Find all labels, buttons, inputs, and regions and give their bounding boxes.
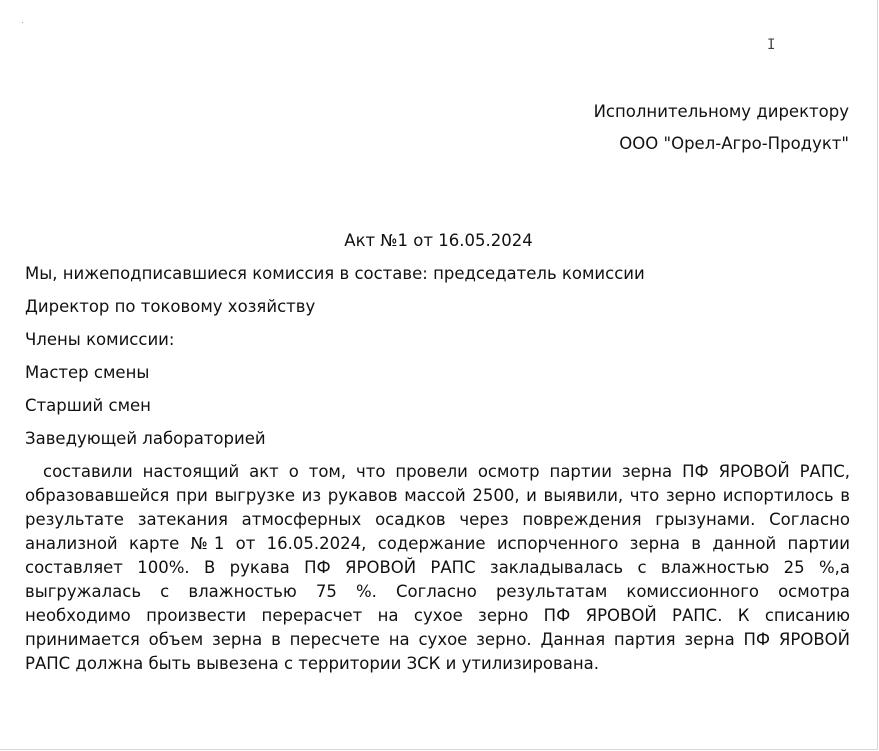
page-speck	[22, 22, 23, 23]
members-label: Члены комиссии:	[25, 330, 175, 349]
act-body-paragraph: составили настоящий акт о том, что провели осмотр партии зерна ПФ ЯРОВОЙ РАПС, образовавшейся при выгрузке из рукавов массой 2500, и выявили, что зерно испортилось в результате затекания атмосферных осадков через повреждения грызунами. Согласно анализной карте №1 от 16.05.2024, содержание испорченного зерна в данной партии составляет 100%. В рукава ПФ ЯРОВОЙ РАПС закладывалась с влажностью 25 %,а выгружалась с влажностью 75 %. Согласно результатам комиссионного осмотра необходимо произвести перерасчет на сухое зерно ПФ ЯРОВОЙ РАПС. К списанию принимается объем зерна в пересчете на сухое зерно. Данная партия зерна ПФ ЯРОВОЙ РАПС должна быть вывезена с территории ЗСК и утилизирована.	[25, 462, 850, 673]
commission-list	[25, 262, 645, 460]
chairman-role: Директор по токовому хозяйству	[25, 297, 316, 316]
member-1: Мастер смены	[25, 363, 150, 382]
member-2: Старший смен	[25, 396, 151, 415]
addressee-line-2: ООО "Орел-Агро-Продукт"	[619, 134, 849, 153]
document-title: Акт №1 от 16.05.2024	[344, 231, 533, 250]
commission-intro: Мы, нижеподписавшиеся комиссия в составе: председатель комиссии	[25, 264, 645, 283]
addressee-line-1: Исполнительному директору	[593, 102, 849, 121]
text-cursor-icon: I	[767, 37, 776, 53]
member-3: Заведующей лабораторией	[25, 429, 266, 448]
addressee-block	[594, 96, 849, 160]
